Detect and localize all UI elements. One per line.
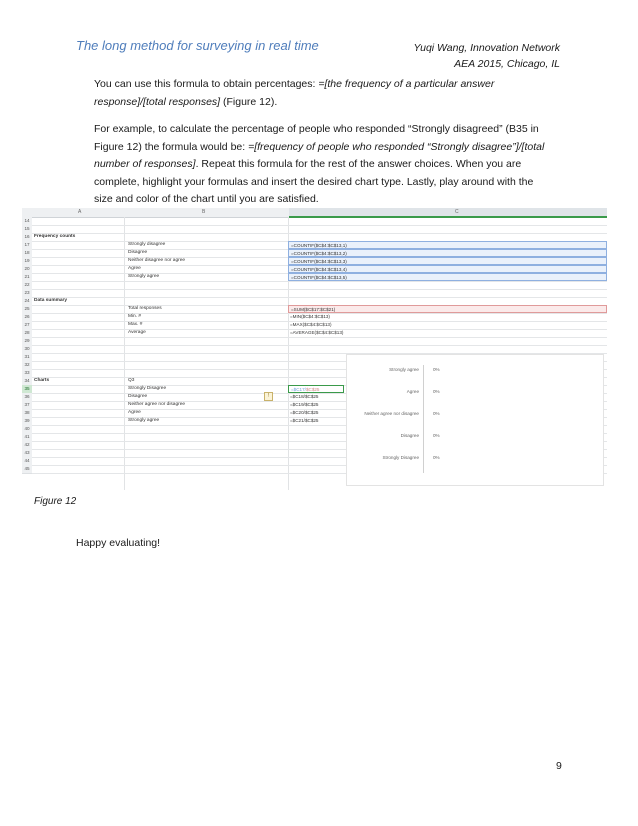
figure-caption: Figure 12 [34, 496, 77, 507]
freq-label: Agree [128, 266, 141, 271]
chart-data-label: 0% [433, 367, 440, 372]
summary-label: Max. # [128, 322, 143, 327]
chart-category-label: Strongly Disagree [382, 455, 419, 460]
chart-data-label: 0% [433, 411, 440, 416]
row-number[interactable]: 33 [22, 369, 32, 378]
freq-formula: =COUNTIF($C$4:$C$13,3) [288, 257, 607, 265]
freq-formula: =COUNTIF($C$4:$C$13,2) [288, 249, 607, 257]
freq-label: Disagree [128, 250, 148, 255]
column-c-selected [289, 208, 607, 218]
document-title: The long method for surveying in real time [76, 38, 319, 53]
row-number[interactable]: 27 [22, 321, 32, 330]
summary-formula: =MAX($C$4:$C$13) [290, 322, 332, 327]
row-number[interactable]: 14 [22, 217, 32, 226]
closing-line: Happy evaluating! [76, 537, 161, 549]
chart-category-label: Agree [406, 389, 419, 394]
chart-category-label: Strongly agree [389, 367, 419, 372]
summary-formula: =MIN($C$4:$C$13) [290, 314, 330, 319]
row-number[interactable]: 37 [22, 401, 32, 410]
freq-formula: =COUNTIF($C$4:$C$13,1) [288, 241, 607, 249]
row-number[interactable]: 35 [22, 385, 32, 394]
active-cell-part-a: =$C17/ [291, 387, 306, 392]
row-number[interactable]: 19 [22, 257, 32, 266]
embedded-bar-chart[interactable] [346, 354, 604, 486]
gridline [32, 345, 607, 346]
row-number[interactable]: 23 [22, 289, 32, 298]
chart-data-label: 0% [433, 455, 440, 460]
author-line: Yuqi Wang, Innovation Network [413, 42, 560, 54]
paragraph-example [94, 121, 554, 209]
row-number[interactable]: 17 [22, 241, 32, 250]
pct-formula: =$C20/$C$25 [290, 410, 319, 415]
row-number[interactable]: 21 [22, 273, 32, 282]
chart-row-label: Strongly agree [128, 418, 160, 423]
row-number[interactable]: 30 [22, 345, 32, 354]
paragraph2-lead: For example, to calculate the percentage of people who responded “Strongly disagreed” (B35 in Figure 12) the formula would be: [94, 123, 539, 153]
chart-data-label: 0% [433, 389, 440, 394]
chart-row-label: Disagree [128, 394, 148, 399]
paragraph1-formula: =[the frequency of a particular answer response]/[total responses] [94, 78, 495, 108]
pct-formula: =$C18/$C$25 [290, 394, 319, 399]
column-header-bar [22, 208, 607, 218]
row-number[interactable]: 24 [22, 297, 32, 306]
row-number[interactable]: 41 [22, 433, 32, 442]
column-header-b: B [202, 209, 206, 215]
paragraph-percentage-formula [94, 76, 554, 111]
chart-row-label: Strongly Disagree [128, 386, 167, 391]
row-number[interactable]: 20 [22, 265, 32, 274]
freq-formula: =COUNTIF($C$4:$C$13,5) [288, 273, 607, 281]
row-number[interactable]: 29 [22, 337, 32, 346]
section-data-summary: Data summary [34, 298, 68, 303]
chart-row-label: Neither agree nor disagree [128, 402, 186, 407]
summary-formula: =SUM($C$17:$C$21) [288, 305, 607, 313]
freq-label: Neither disagree nor agree [128, 258, 186, 263]
column-header-a: A [78, 209, 82, 215]
row-number[interactable]: 25 [22, 305, 32, 314]
summary-label: Total responses [128, 306, 162, 311]
section-charts: Charts [34, 378, 50, 383]
row-number[interactable]: 32 [22, 361, 32, 370]
section-frequency-counts: Frequency counts [34, 234, 76, 239]
row-number[interactable]: 22 [22, 281, 32, 290]
row-number[interactable]: 43 [22, 449, 32, 458]
page-number: 9 [556, 760, 562, 772]
chart-category-label: Disagree [400, 433, 419, 438]
row-number[interactable]: 42 [22, 441, 32, 450]
chart-data-label: 0% [433, 433, 440, 438]
summary-label: Min. # [128, 314, 142, 319]
row-number[interactable]: 31 [22, 353, 32, 362]
author-block [414, 40, 561, 72]
row-number[interactable]: 16 [22, 233, 32, 242]
pct-formula: =$C19/$C$25 [290, 402, 319, 407]
row-number[interactable]: 26 [22, 313, 32, 322]
spreadsheet-screenshot [22, 208, 607, 490]
freq-formula: =COUNTIF($C$4:$C$13,4) [288, 265, 607, 273]
column-header-c: C [455, 209, 459, 215]
paragraph2-formula: =[frequency of people who responded “Strongly disagree”]/[total number of responses] [94, 140, 545, 170]
gridline [32, 233, 607, 234]
row-number[interactable]: 28 [22, 329, 32, 338]
row-number[interactable]: 40 [22, 425, 32, 434]
row-number[interactable]: 45 [22, 465, 32, 474]
row-number[interactable]: 18 [22, 249, 32, 258]
gridline [32, 337, 607, 338]
row-number[interactable]: 39 [22, 417, 32, 426]
pct-formula: =$C21/$C$25 [290, 418, 319, 423]
row-number[interactable]: 38 [22, 409, 32, 418]
paragraph2-tail: . Repeat this formula for the rest of the answer choices. When you are complete, highlight your formulas and insert the desired chart type. Lastly, play around with the size and color of the chart until you are satisfied. [94, 158, 534, 205]
active-cell-formula[interactable] [288, 385, 344, 393]
row-number[interactable]: 34 [22, 377, 32, 386]
summary-formula: =AVERAGE($C$4:$C$13) [290, 330, 344, 335]
chart-row-label: Agree [128, 410, 141, 415]
active-cell-part-b: $C$25 [305, 387, 320, 392]
chart-category-label: Neither agree nor disagree [364, 411, 419, 416]
chart-header-q3: Q3 [128, 378, 135, 383]
event-line: AEA 2015, Chicago, IL [454, 58, 560, 70]
row-number[interactable]: 36 [22, 393, 32, 402]
freq-label: Strongly agree [128, 274, 160, 279]
chart-axis [423, 365, 424, 473]
paragraph1-tail: (Figure 12). [220, 95, 278, 108]
summary-label: Average [128, 330, 146, 335]
warning-icon[interactable]: ! [264, 392, 273, 401]
gridline [32, 297, 607, 298]
row-number[interactable]: 44 [22, 457, 32, 466]
paragraph1-lead: You can use this formula to obtain percentages: [94, 78, 319, 90]
row-number[interactable]: 15 [22, 225, 32, 234]
gridline [32, 289, 607, 290]
gridline [32, 225, 607, 226]
freq-label: Strongly disagree [128, 242, 166, 247]
